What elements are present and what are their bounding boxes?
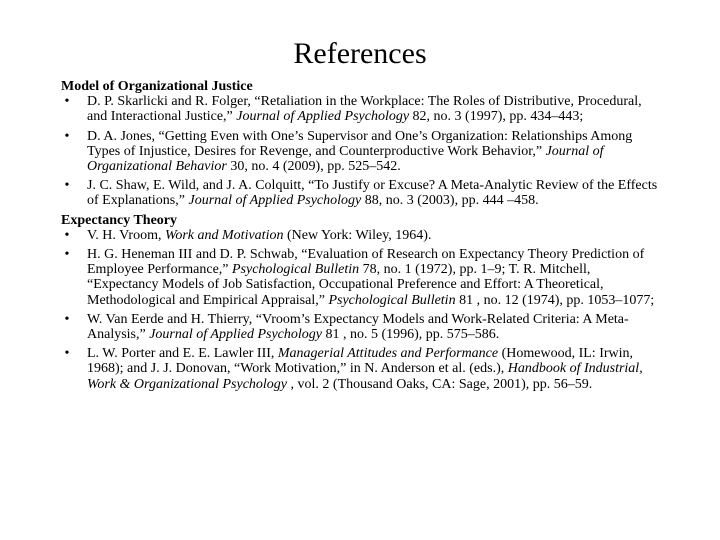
reference-text: 81 , no. 5 (1996), pp. 575–586. <box>321 327 500 343</box>
reference-item <box>61 129 661 175</box>
reference-text: 88, no. 3 (2003), pp. 444 –458. <box>361 193 539 209</box>
reference-item <box>61 346 661 392</box>
reference-item <box>61 94 661 124</box>
bullet-icon: • <box>64 247 70 263</box>
reference-text: 82, no. 3 (1997), pp. 434–443; <box>409 109 584 125</box>
reference-title-italic: Psychological Bulletin <box>232 262 360 278</box>
section-heading: Model of Organizational Justice <box>61 79 253 94</box>
section-heading: Expectancy Theory <box>61 212 178 228</box>
reference-title-italic: Journal of Applied Psychology <box>149 327 322 343</box>
reference-title-italic: Work and Motivation <box>164 227 284 243</box>
reference-text: 81 , no. 12 (1974), pp. 1053–1077; <box>455 292 655 308</box>
reference-text: J. C. Shaw, E. Wild, and J. A. Colquitt, “To Justify or Excuse? A Meta-Analytic Review of the Effects of Explanations,” <box>87 178 658 209</box>
reference-text: 30, no. 4 (2009), pp. 525–542. <box>226 159 401 175</box>
bullet-icon: • <box>64 311 70 327</box>
reference-item <box>61 228 661 243</box>
reference-text: L. W. Porter and E. E. Lawler III, <box>87 346 278 362</box>
reference-title-italic: Journal of Applied Psychology <box>188 193 362 209</box>
reference-text: H. G. Heneman III and D. P. Schwab, “Evaluation of Research on Expectancy Theory Prediction of Employee Performance,” <box>87 247 645 278</box>
reference-list <box>61 228 661 392</box>
reference-title-italic: Managerial Attitudes and Performance <box>277 346 499 362</box>
reference-text: D. A. Jones, “Getting Even with One’s Supervisor and One’s Organization: Relationships Among Types of Injustice, Desires for Revenge, and Counterproductive Work Behavior,” <box>87 128 633 159</box>
references-content <box>61 79 661 396</box>
reference-title-italic: Journal of Applied Psychology <box>236 109 410 125</box>
bullet-icon: • <box>64 128 70 144</box>
bullet-icon: • <box>64 346 70 362</box>
reference-item <box>61 247 661 308</box>
reference-text: (Homewood, IL: Irwin, 1968); and J. J. Donovan, “Work Motivation,” in N. Anderson et al. (eds.), <box>87 346 634 377</box>
reference-item <box>61 312 661 342</box>
bullet-icon: • <box>64 178 70 194</box>
reference-list <box>61 94 661 208</box>
reference-title-italic: Handbook of Industrial, Work & Organizational Psychology <box>87 361 643 392</box>
reference-title-italic: Psychological Bulletin <box>328 292 456 308</box>
reference-text: 78, no. 1 (1972), pp. 1–9; T. R. Mitchell, “Expectancy Models of Job Satisfaction, Occupational Preference and Effort: A Theoretical, Methodological and Empirical Appraisal,” <box>87 262 604 308</box>
reference-text: (New York: Wiley, 1964). <box>283 227 432 243</box>
reference-text: D. P. Skarlicki and R. Folger, “Retaliation in the Workplace: The Roles of Distributive, Procedural, and Interactional Justice,” <box>87 94 642 125</box>
reference-text: W. Van Eerde and H. Thierry, “Vroom’s Expectancy Models and Work-Related Criteria: A Meta-Analysis,” <box>87 311 629 343</box>
bullet-icon: • <box>64 94 70 110</box>
reference-text: , vol. 2 (Thousand Oaks, CA: Sage, 2001), pp. 56–59. <box>287 376 593 392</box>
reference-item <box>61 178 661 208</box>
bullet-icon: • <box>64 227 70 243</box>
reference-text: V. H. Vroom, <box>87 227 165 243</box>
slide-title: References <box>293 37 427 70</box>
reference-title-italic: Journal of Organizational Behavior <box>87 143 604 175</box>
